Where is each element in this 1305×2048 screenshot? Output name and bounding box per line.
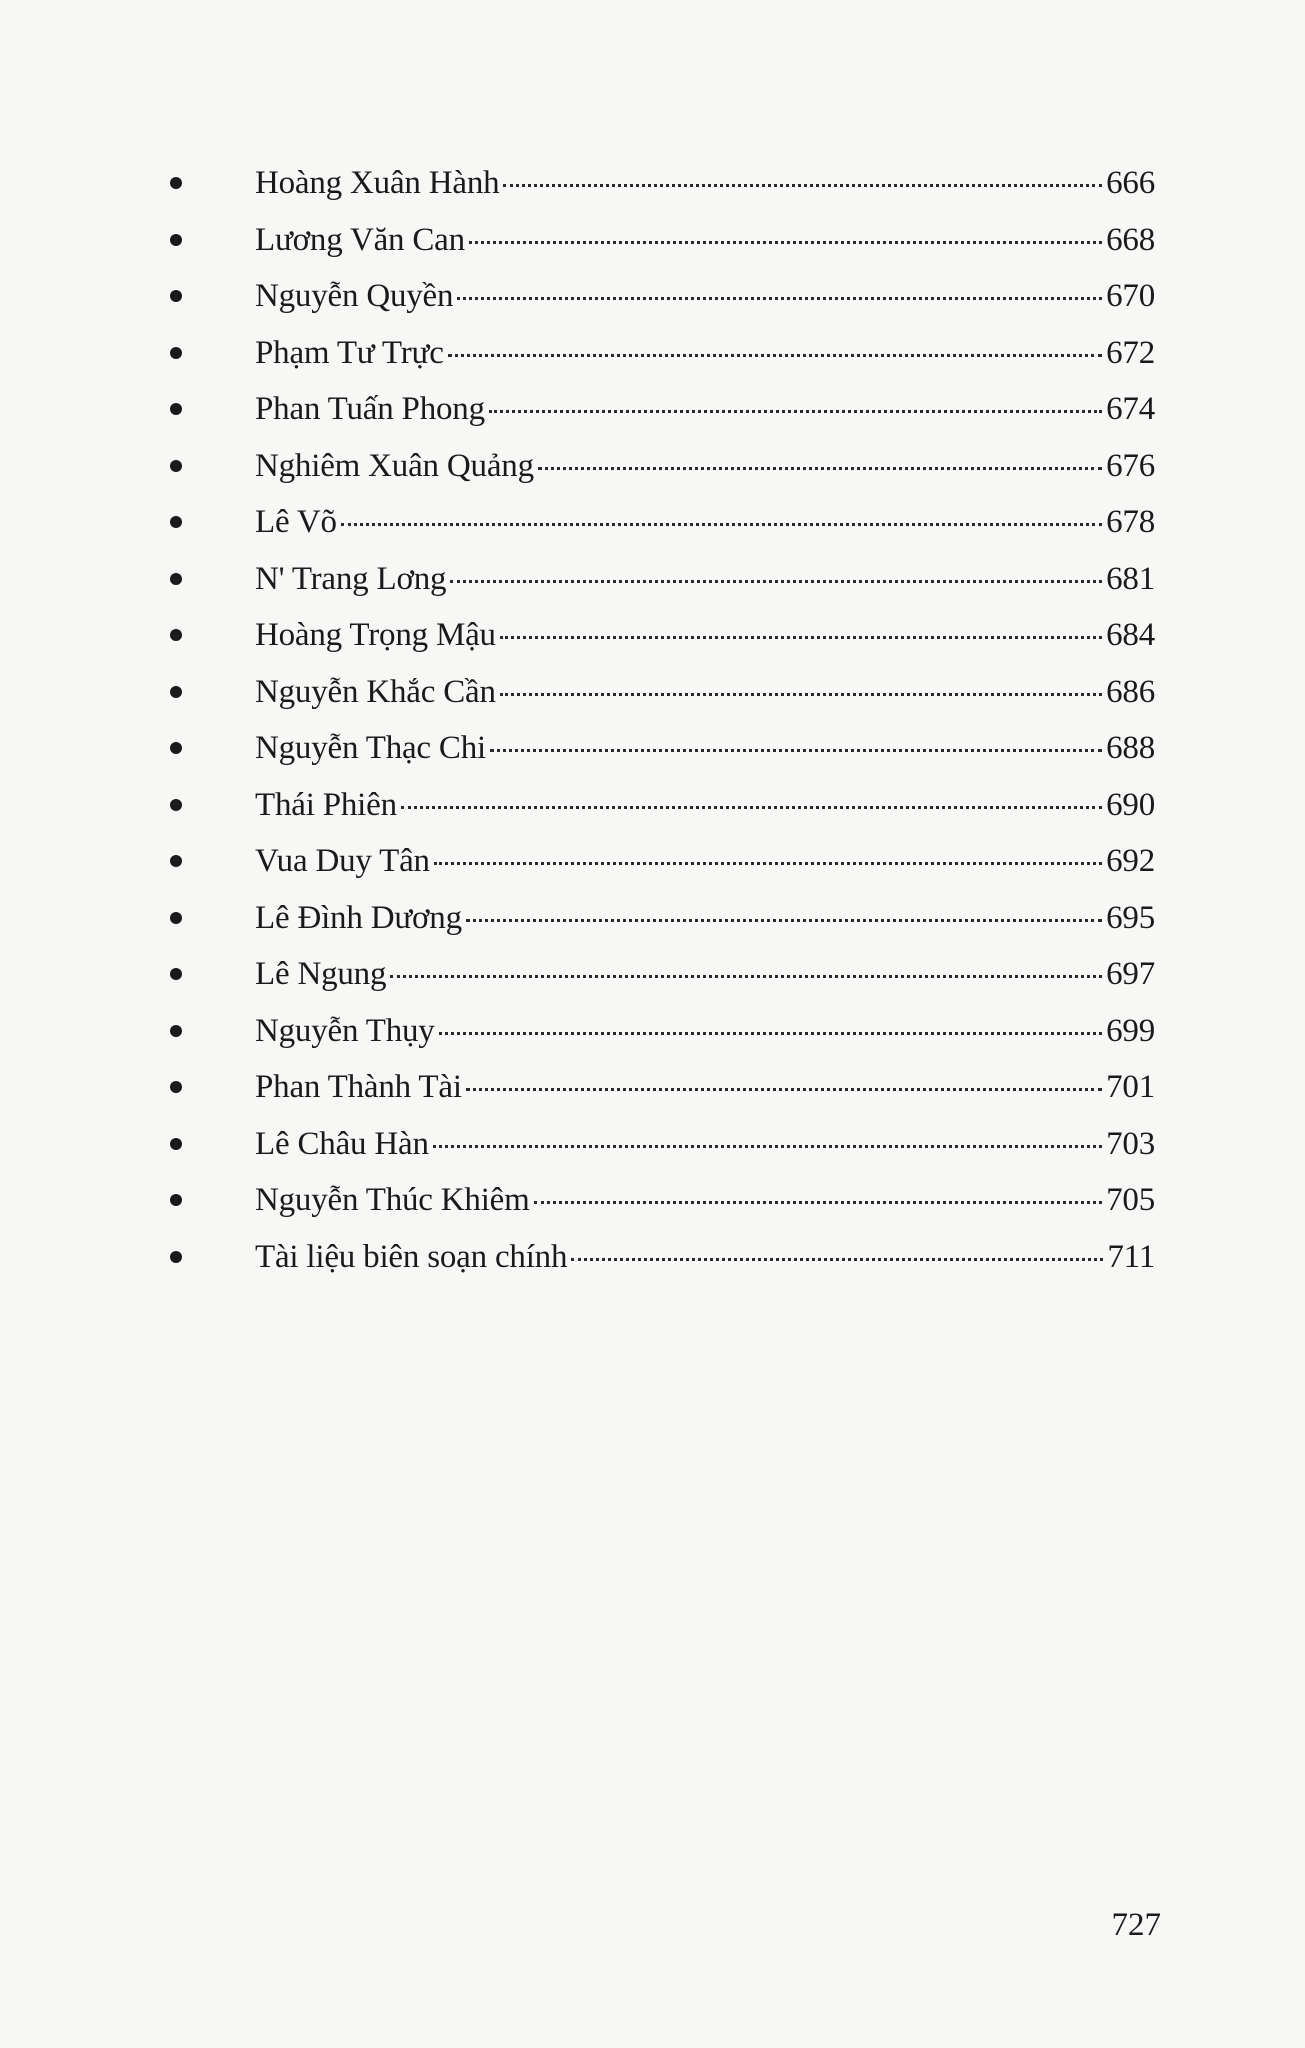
- bullet-icon: [170, 742, 182, 754]
- toc-entry-page: 705: [1106, 1182, 1155, 1218]
- toc-entry-title: Vua Duy Tân: [255, 843, 430, 879]
- toc-entry-page: 711: [1107, 1238, 1155, 1275]
- dot-leader: [466, 919, 1102, 922]
- toc-entry-page: 666: [1106, 165, 1155, 201]
- toc-entry: [170, 664, 1155, 721]
- dot-leader: [503, 184, 1102, 187]
- toc-entry: [170, 607, 1155, 664]
- toc-entry: [170, 1003, 1155, 1060]
- bullet-icon: [170, 855, 182, 867]
- toc-entry-page: 681: [1106, 560, 1155, 597]
- dot-leader: [490, 749, 1102, 752]
- bullet-icon: [170, 177, 182, 189]
- toc-entry: [170, 212, 1155, 269]
- toc-entry: [170, 720, 1155, 777]
- toc-entry-page: 690: [1106, 786, 1155, 823]
- bullet-icon: [170, 573, 182, 585]
- toc-entry: [170, 777, 1155, 834]
- toc-entry-title: Nguyễn Quyền: [255, 278, 454, 314]
- bullet-icon: [170, 686, 182, 698]
- toc-entry-title: Nguyễn Thụy: [255, 1012, 435, 1049]
- bullet-icon: [170, 516, 182, 528]
- toc-entry: [170, 890, 1155, 947]
- toc-entry-page: 668: [1106, 221, 1155, 258]
- toc-entry-page: 692: [1106, 843, 1155, 879]
- toc-entry-title: Phạm Tư Trực: [255, 334, 444, 371]
- toc-entry-title: Hoàng Trọng Mậu: [255, 617, 496, 653]
- toc-entry: [170, 155, 1155, 212]
- toc-entry-page: 701: [1106, 1069, 1155, 1105]
- dot-leader: [457, 297, 1102, 300]
- dot-leader: [489, 410, 1102, 413]
- toc-entry: [170, 833, 1155, 890]
- toc-entry: [170, 325, 1155, 382]
- toc-entry-page: 686: [1106, 673, 1155, 710]
- toc-entry-page: 703: [1106, 1125, 1155, 1162]
- toc-entry-title: Nguyễn Thạc Chi: [255, 730, 487, 766]
- toc-entry-page: 684: [1106, 617, 1155, 653]
- toc-entry-page: 672: [1106, 334, 1155, 371]
- bullet-icon: [170, 1194, 182, 1206]
- dot-leader: [538, 467, 1102, 470]
- bullet-icon: [170, 347, 182, 359]
- dot-leader: [466, 1088, 1102, 1091]
- bullet-icon: [170, 460, 182, 472]
- dot-leader: [341, 523, 1102, 526]
- dot-leader: [534, 1201, 1102, 1204]
- toc-entry: [170, 946, 1155, 1003]
- toc-entry-title: Lê Đình Dương: [255, 899, 462, 936]
- toc-entry-title: Lê Võ: [255, 504, 337, 540]
- toc-entry: [170, 551, 1155, 608]
- toc-entry: [170, 1172, 1155, 1229]
- dot-leader: [571, 1258, 1103, 1261]
- toc-entry-title: Lê Ngung: [255, 956, 387, 992]
- toc-entry-title: Lê Châu Hàn: [255, 1125, 429, 1162]
- dot-leader: [500, 636, 1102, 639]
- table-of-contents: [170, 155, 1155, 1285]
- dot-leader: [450, 580, 1102, 583]
- toc-entry: [170, 1059, 1155, 1116]
- toc-entry: [170, 494, 1155, 551]
- bullet-icon: [170, 1025, 182, 1037]
- bullet-icon: [170, 290, 182, 302]
- bullet-icon: [170, 629, 182, 641]
- toc-entry-page: 670: [1106, 278, 1155, 314]
- dot-leader: [448, 354, 1102, 357]
- page-number: 727: [1111, 1907, 1161, 1943]
- toc-entry: [170, 268, 1155, 325]
- toc-entry: [170, 381, 1155, 438]
- bullet-icon: [170, 1251, 182, 1263]
- dot-leader: [433, 1145, 1102, 1148]
- toc-entry-title: Tài liệu biên soạn chính: [255, 1238, 568, 1275]
- toc-entry-title: Nghiêm Xuân Quảng: [255, 447, 534, 484]
- toc-entry-page: 676: [1106, 447, 1155, 484]
- toc-entry-title: Thái Phiên: [255, 786, 397, 823]
- dot-leader: [469, 241, 1102, 244]
- toc-entry-title: Phan Thành Tài: [255, 1069, 462, 1105]
- bullet-icon: [170, 1138, 182, 1150]
- bullet-icon: [170, 234, 182, 246]
- toc-entry-page: 674: [1106, 391, 1155, 427]
- bullet-icon: [170, 403, 182, 415]
- toc-entry: [170, 438, 1155, 495]
- toc-entry-page: 699: [1106, 1012, 1155, 1049]
- bullet-icon: [170, 968, 182, 980]
- toc-entry-title: Hoàng Xuân Hành: [255, 165, 500, 201]
- bullet-icon: [170, 912, 182, 924]
- dot-leader: [439, 1032, 1103, 1035]
- toc-entry-page: 697: [1106, 956, 1155, 992]
- toc-entry-title: Nguyễn Khắc Cần: [255, 673, 496, 710]
- dot-leader: [434, 862, 1102, 865]
- toc-entry: [170, 1229, 1155, 1286]
- dot-leader: [401, 806, 1102, 809]
- toc-entry-page: 688: [1106, 730, 1155, 766]
- dot-leader: [500, 693, 1102, 696]
- bullet-icon: [170, 799, 182, 811]
- toc-entry-title: N' Trang Lơng: [255, 560, 447, 597]
- toc-entry-title: Phan Tuấn Phong: [255, 391, 485, 427]
- toc-entry-page: 695: [1106, 899, 1155, 936]
- toc-entry-title: Lương Văn Can: [255, 221, 465, 258]
- bullet-icon: [170, 1081, 182, 1093]
- toc-entry: [170, 1116, 1155, 1173]
- dot-leader: [390, 975, 1102, 978]
- toc-entry-page: 678: [1106, 504, 1155, 540]
- toc-entry-title: Nguyễn Thúc Khiêm: [255, 1182, 530, 1218]
